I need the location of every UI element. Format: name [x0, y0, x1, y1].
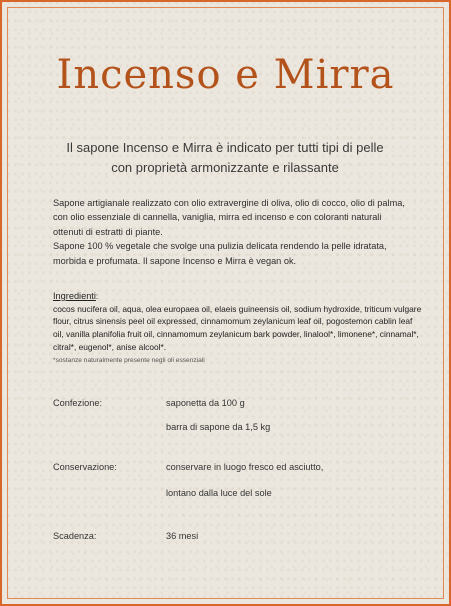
confezione-value-1: saponetta da 100 g — [166, 398, 245, 408]
ingredients-heading-line — [53, 291, 98, 301]
scadenza-value: 36 mesi — [166, 531, 199, 541]
conservazione-value-2: lontano dalla luce del sole — [166, 488, 272, 498]
ingredients-list: cocos nucifera oil, aqua, olea europaea oil, elaeis guineensis oil, sodium hydroxide, triticum vulgare flour, citrus sinensis peel oil expressed, cinnamomum zeylanicum leaf oil, pogostemon cablin leaf oil, vanilla planifolia fruit oil, cinnamomum zeylanicum bark powder, linalool*, limonene*, cinnamal*, citral*, eugenol*, anise alcool*. — [53, 303, 422, 352]
ingredients-section — [53, 290, 423, 367]
ingredients-heading: Ingredienti — [53, 291, 96, 301]
scadenza-label: Scadenza: — [53, 531, 97, 541]
page-title: Incenso e Mirra — [56, 52, 395, 98]
ingredients-heading-colon: : — [95, 291, 99, 301]
confezione-label: Confezione: — [53, 398, 103, 408]
ingredients-note: *sostanze naturalmente presente negli oli essenziali — [53, 356, 205, 364]
conservazione-value-1: conservare in luogo fresco ed asciutto, — [166, 462, 324, 472]
description-paragraph-1: Sapone artigianale realizzato con olio extravergine di oliva, olio di cocco, olio di palma, con olio essenziale di cannella, vaniglia, mirra ed incenso e con coloranti naturali ottenuti di estratti di piante. — [53, 198, 405, 237]
description — [53, 196, 413, 268]
confezione-value-2: barra di sapone da 1,5 kg — [166, 422, 271, 432]
conservazione-label: Conservazione: — [53, 462, 117, 472]
description-paragraph-2: Sapone 100 % vegetale che svolge una pulizia delicata rendendo la pelle idratata, morbida e profumata. Il sapone Incenso e Mirra è vegan ok. — [53, 241, 387, 266]
subtitle: Il sapone Incenso e Mirra è indicato per tutti tipi di pelle con proprietà armonizzante e rilassante — [66, 140, 384, 175]
